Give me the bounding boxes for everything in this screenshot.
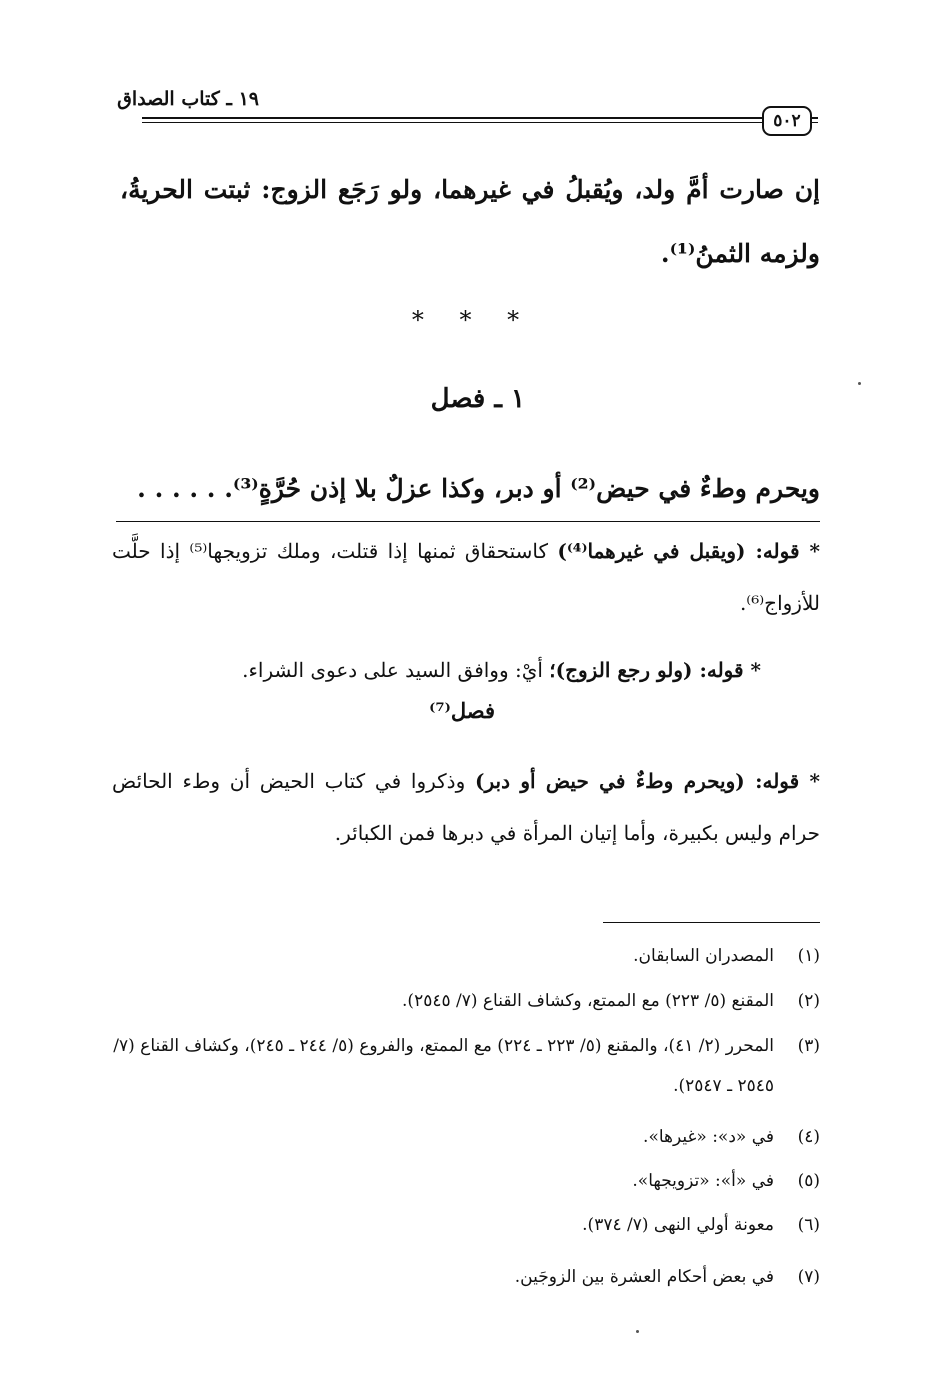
footnote-number: (٢) [797,991,820,1011]
commentary-paragraph [112,525,820,629]
footnote-number: (٥) [797,1171,820,1191]
footnote-number: (٣) [797,1036,820,1056]
commentary-lead: * قوله: (ولو رجع الزوج)؛ [549,658,761,682]
footnote-item [300,988,820,1014]
page-number: ٥٠٢ [762,106,812,136]
footnote-item [400,1264,820,1290]
header-rule-thin [142,122,818,123]
footnote-item [400,1124,820,1150]
footnote-divider [603,922,820,923]
footnote-item [400,1212,820,1238]
commentary-text: وذكروا في كتاب الحيض أن وطء الحائض حرام وليس بكبيرة، وأما إتيان المرأة في دبرها فمن الكبائر. [112,769,820,845]
matn-paragraph: إن صارت أمَّ ولد، ويُقبلُ في غيرهما، ولو رَجَع الزوج: ثبتت الحريةُ، ولزمه الثمنُ⁽¹⁾. [120,175,820,268]
footnote-number: (٦) [797,1215,820,1235]
header-rule [142,117,818,119]
section-separator: * * * [411,306,534,334]
scan-speck [636,1330,639,1333]
footnote-text: معونة أولي النهى (٧/ ٣٧٤). [582,1215,774,1235]
running-header-title: ١٩ ـ كتاب الصداق [117,88,259,110]
footnote-text: المصدران السابقان. [633,946,774,966]
footnote-text: المحرر (٢/ ٤١)، والمقنع (٥/ ٢٢٣ ـ ٢٢٤) مع الممتع، والفروع (٥/ ٢٤٤ ـ ٢٤٥)، وكشاف القناع (٧/ ٢٥٤٥ ـ ٢٥٤٧). [113,1036,774,1096]
footnote-text: المقنع (٥/ ٢٢٣) مع الممتع، وكشاف القناع (٧/ ٢٥٤٥). [402,991,774,1011]
section-heading: ١ ـ فصل [430,384,525,414]
matn-commentary-divider [116,521,820,522]
matn-paragraph-2: ويحرم وطءٌ في حيض⁽²⁾ أو دبر، وكذا عزلٌ بلا إذن حُرَّةٍ⁽³⁾. . . . . . [137,474,820,503]
footnote-item [400,943,820,969]
footnote-text: في «أ»: «تزويجها». [632,1171,774,1191]
footnote-text: في «د»: «غيرها». [643,1127,774,1147]
commentary-lead: * قوله: (ويقبل في غيرهما⁽⁴⁾) [557,539,820,563]
commentary-paragraph-2 [242,644,761,696]
commentary-paragraph-3 [112,755,820,859]
footnote-number: (٤) [797,1127,820,1147]
footnote-text: في بعض أحكام العشرة بين الزوجَين. [514,1267,774,1287]
sub-heading: فصل⁽⁷⁾ [429,698,495,723]
footnote-number: (١) [797,946,820,966]
footnote-item [400,1168,820,1194]
commentary-lead: * قوله: (ويحرم وطءٌ في حيض أو دبر) [475,769,821,793]
commentary-text: كاستحقاق ثمنها إذا قتلت، وملك تزويجها⁽⁵⁾ إذا حلَّت للأزواج⁽⁶⁾. [112,539,820,615]
footnote-item [112,1033,820,1106]
commentary-text: أيْ: ووافق السيد على دعوى الشراء. [242,658,550,682]
scan-speck [858,382,861,385]
footnote-number: (٧) [797,1267,820,1287]
